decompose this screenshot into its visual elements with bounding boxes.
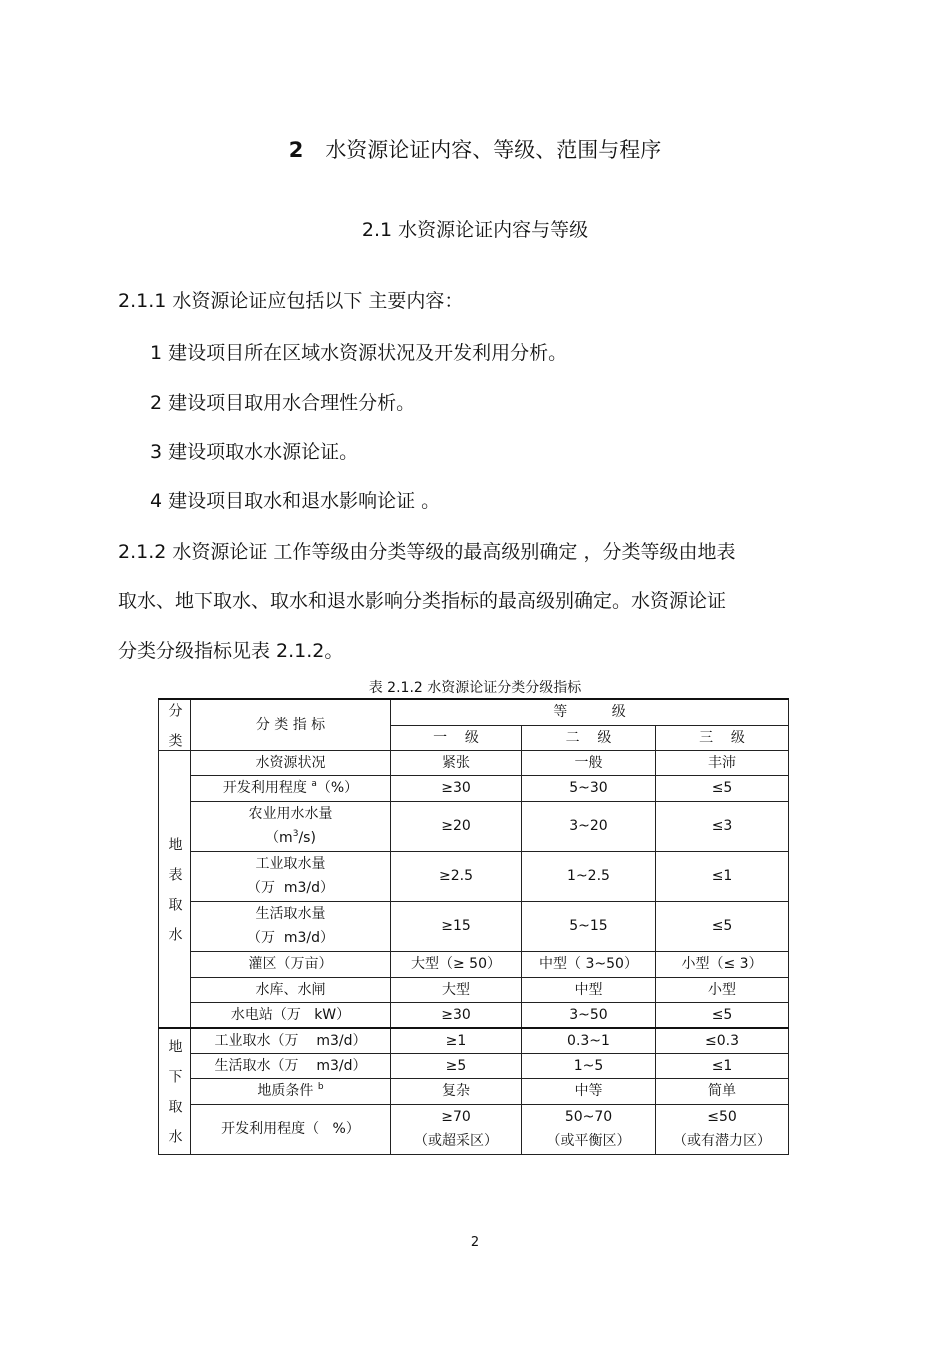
value-cell: 50~70 （或平衡区）	[522, 1104, 656, 1154]
table-row	[159, 801, 789, 851]
indicator-text: 开发利用程度	[222, 780, 307, 796]
value-cell: ≥15	[391, 901, 522, 951]
category-ground: 地 下 取 水	[159, 1028, 191, 1155]
table-row	[159, 851, 789, 901]
value-cell: 3~50	[522, 1002, 656, 1028]
value-cell: ≥30	[391, 1002, 522, 1028]
indicator-text: 农业用水水量	[248, 806, 333, 822]
value-cell: 大型	[391, 977, 522, 1002]
header-category: 分 类	[159, 699, 191, 750]
value-cell: ≤1	[656, 1053, 789, 1078]
value-cell: 中等	[522, 1078, 656, 1104]
clause-2-1-2-line: 分类分级指标见表 2.1.2。	[118, 640, 344, 662]
indicator-cell	[191, 1078, 391, 1104]
value-cell: ≤5	[656, 775, 789, 801]
table-row	[159, 901, 789, 951]
value-cell: 复杂	[391, 1078, 522, 1104]
value-cell: ≤5	[656, 901, 789, 951]
list-item: 4 建设项目取水和退水影响论证 。	[150, 490, 441, 512]
indicator-unit: （万 m3/d）	[246, 930, 335, 946]
indicator-cell	[191, 851, 391, 901]
indicator-text: 工业取水量	[255, 856, 326, 872]
value-cell: 中型	[522, 977, 656, 1002]
value-cell: ≤3	[656, 801, 789, 851]
footnote-marker: b	[317, 1082, 324, 1092]
header-level-1: 一 级	[391, 725, 522, 750]
table-row	[159, 1078, 789, 1104]
value-cell: ≥30	[391, 775, 522, 801]
value-cell: 3~20	[522, 801, 656, 851]
value-cell: ≥5	[391, 1053, 522, 1078]
table-row	[159, 951, 789, 977]
value-cell: 一般	[522, 750, 656, 775]
indicator-text: 地质条件	[257, 1083, 314, 1099]
value-cell: 小型	[656, 977, 789, 1002]
classification-table	[158, 698, 789, 1155]
indicator-cell	[191, 801, 391, 851]
header-level-3: 三 级	[656, 725, 789, 750]
value-cell: ≥1	[391, 1028, 522, 1054]
list-item: 3 建设项取水水源论证。	[150, 441, 359, 463]
indicator-cell: 工业取水（万 m3/d）	[191, 1028, 391, 1054]
table-row	[159, 1053, 789, 1078]
indicator-suffix: （%）	[316, 780, 359, 796]
value-cell: ≥2.5	[391, 851, 522, 901]
chapter-number: 2	[288, 138, 304, 162]
table-row	[159, 977, 789, 1002]
value-cell: ≥20	[391, 801, 522, 851]
value-cell: 简单	[656, 1078, 789, 1104]
indicator-cell: 开发利用程度（ %）	[191, 1104, 391, 1154]
clause-2-1-2-line: 取水、地下取水、取水和退水影响分类指标的最高级别确定。水资源论证	[118, 590, 727, 612]
table-row	[159, 1028, 789, 1054]
value-cell: 1~5	[522, 1053, 656, 1078]
clause-2-1-2-line: 2.1.2 水资源论证 工作等级由分类等级的最高级别确定 ，分类等级由地表	[118, 541, 736, 563]
value-cell: 5~15	[522, 901, 656, 951]
value-cell: 1~2.5	[522, 851, 656, 901]
indicator-unit: $(m^3/s)$	[265, 829, 316, 846]
value-cell: 5~30	[522, 775, 656, 801]
header-grade: 等 级	[391, 699, 789, 725]
table-row	[159, 1104, 789, 1154]
list-item: 1 建设项目所在区域水资源状况及开发利用分析。	[150, 342, 568, 364]
indicator-cell: 水资源状况	[191, 750, 391, 775]
page-number: 2	[470, 1235, 480, 1250]
footnote-marker: a	[311, 779, 317, 789]
indicator-cell	[191, 775, 391, 801]
indicator-unit: （万 m3/d）	[246, 880, 335, 896]
header-level-2: 二 级	[522, 725, 656, 750]
table-row	[159, 1002, 789, 1028]
indicator-cell: 水电站（万 kW）	[191, 1002, 391, 1028]
table-row	[159, 750, 789, 775]
value-cell: ≤5	[656, 1002, 789, 1028]
value-cell: 中型（ 3~50）	[522, 951, 656, 977]
value-cell: ≤1	[656, 851, 789, 901]
header-indicator: 分 类 指 标	[191, 699, 391, 750]
indicator-cell: 水库、水闸	[191, 977, 391, 1002]
value-cell: 紧张	[391, 750, 522, 775]
indicator-cell: 灌区（万亩）	[191, 951, 391, 977]
value-cell: 大型（≥ 50）	[391, 951, 522, 977]
list-item: 2 建设项目取用水合理性分析。	[150, 392, 416, 414]
category-surface: 地 表 取 水	[159, 750, 191, 1028]
value-cell: 0.3~1	[522, 1028, 656, 1054]
table-caption: 表 2.1.2 水资源论证分类分级指标	[368, 680, 582, 696]
value-cell: ≤50 （或有潜力区）	[656, 1104, 789, 1154]
value-cell: ≤0.3	[656, 1028, 789, 1054]
indicator-text: 生活取水量	[255, 906, 326, 922]
value-cell: 小型（≤ 3）	[656, 951, 789, 977]
clause-2-1-1: 2.1.1 水资源论证应包括以下 主要内容：	[118, 290, 464, 312]
chapter-title-text: 水资源论证内容、等级、范围与程序	[325, 138, 662, 162]
indicator-cell: 生活取水（万 m3/d）	[191, 1053, 391, 1078]
table-row	[159, 775, 789, 801]
chapter-title	[0, 134, 950, 164]
section-title: 2.1 水资源论证内容与等级	[361, 219, 589, 241]
value-cell: 丰沛	[656, 750, 789, 775]
value-cell: ≥70 （或超采区）	[391, 1104, 522, 1154]
indicator-cell	[191, 901, 391, 951]
